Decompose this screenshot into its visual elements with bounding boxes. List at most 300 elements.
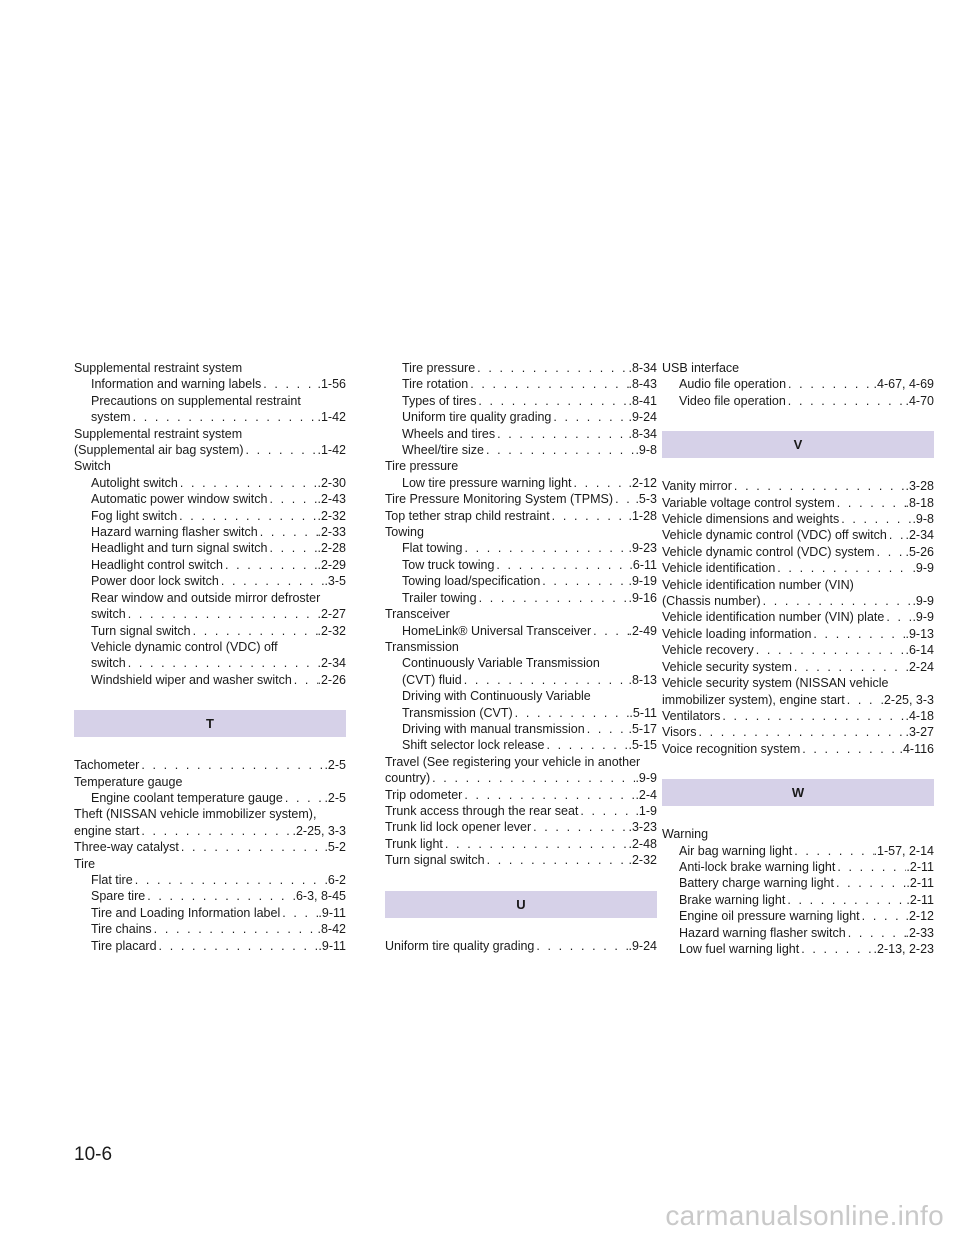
- dot-leader: [443, 836, 629, 852]
- entry-text: Trailer towing: [402, 590, 477, 605]
- dot-leader: [178, 475, 318, 491]
- entry-text: Towing load/specification: [402, 574, 541, 589]
- index-entry: [74, 426, 346, 442]
- dot-leader: [139, 823, 292, 839]
- entry-text: immobilizer system), engine start: [662, 692, 845, 707]
- dot-leader: [578, 803, 635, 819]
- dot-leader: [268, 540, 318, 556]
- index-entry: [74, 856, 346, 872]
- dot-leader: [792, 843, 873, 859]
- index-entry: [385, 819, 657, 835]
- entry-page-ref: .2-11: [906, 876, 934, 891]
- dot-leader: [145, 888, 292, 904]
- dot-leader: [534, 938, 628, 954]
- entry-text: Battery charge warning light: [679, 876, 834, 891]
- dot-leader: [884, 609, 912, 625]
- index-entry: [385, 573, 657, 589]
- entry-text: switch: [91, 607, 126, 622]
- entry-page-ref: .6-3, 8-45: [292, 889, 346, 904]
- entry-page-ref: .2-34: [905, 528, 934, 543]
- entry-text: Uniform tire quality grading: [402, 410, 552, 425]
- entry-text: Air bag warning light: [679, 843, 793, 858]
- entry-page-ref: .8-34: [628, 361, 657, 375]
- entry-text: Warning: [662, 827, 709, 842]
- entry-page-ref: .5-26: [905, 544, 934, 559]
- entry-page-ref: .9-11: [318, 905, 346, 920]
- entry-page-ref: .9-13: [905, 626, 934, 641]
- entry-text: Tire pressure: [385, 459, 459, 474]
- entry-text: Trunk lid lock opener lever: [385, 820, 532, 835]
- entry-text: Vehicle identification number (VIN) plate: [662, 610, 885, 625]
- index-entry: [385, 672, 657, 688]
- dot-leader: [811, 626, 905, 642]
- entry-page-ref: .1-9: [635, 803, 657, 818]
- index-entry: [74, 823, 346, 839]
- index-entry: [74, 655, 346, 671]
- entry-text: Three-way catalyst: [74, 840, 179, 855]
- entry-text: Headlight control switch: [91, 557, 224, 572]
- entry-text: system: [91, 410, 131, 425]
- entry-page-ref: .4-70: [905, 393, 934, 408]
- dot-leader: [126, 606, 318, 622]
- dot-leader: [799, 941, 873, 957]
- entry-page-ref: .2-48: [628, 836, 657, 851]
- dot-leader: [846, 925, 906, 941]
- index-entry: [74, 475, 346, 491]
- entry-page-ref: .9-24: [628, 410, 657, 425]
- index-entry: [385, 606, 657, 622]
- entry-text: Travel (See registering your vehicle in another: [385, 754, 641, 769]
- entry-page-ref: .9-8: [912, 512, 934, 527]
- index-entry: [662, 692, 934, 708]
- entry-page-ref: .8-41: [628, 393, 657, 408]
- entry-text: Turn signal switch: [91, 623, 191, 638]
- index-entry: [74, 938, 346, 954]
- entry-text: Driving with Continuously Variable: [402, 689, 591, 704]
- dot-leader: [613, 491, 635, 507]
- index-entry: [385, 787, 657, 803]
- entry-page-ref: .5-17: [628, 721, 657, 736]
- dot-leader: [887, 527, 906, 543]
- dot-leader: [462, 672, 629, 688]
- index-entry: [385, 852, 657, 868]
- index-entry: [385, 770, 657, 786]
- entry-page-ref: .4-67, 4-69: [873, 377, 934, 392]
- entry-text: Vanity mirror: [662, 479, 732, 494]
- entry-text: Vehicle recovery: [662, 643, 754, 658]
- dot-leader: [258, 524, 318, 540]
- index-entry: [385, 491, 657, 507]
- dot-leader: [126, 655, 318, 671]
- dot-leader: [775, 560, 912, 576]
- entry-page-ref: .6-11: [629, 557, 657, 572]
- index-entry: [662, 843, 934, 859]
- dot-leader: [720, 708, 905, 724]
- page-number: 10-6: [74, 1144, 113, 1165]
- entry-page-ref: .3-23: [628, 820, 657, 835]
- dot-leader: [244, 442, 318, 458]
- entry-page-ref: .2-33: [905, 925, 934, 940]
- entry-page-ref: .9-24: [628, 938, 657, 953]
- entry-page-ref: .2-33: [317, 525, 346, 540]
- dot-leader: [792, 659, 906, 675]
- entry-page-ref: .2-32: [317, 623, 346, 638]
- dot-leader: [732, 478, 906, 494]
- index-entry: [74, 872, 346, 888]
- dot-leader: [280, 905, 318, 921]
- dot-leader: [551, 409, 628, 425]
- entry-page-ref: .2-11: [906, 892, 934, 907]
- entry-text: Flat towing: [402, 541, 463, 556]
- entry-page-ref: .2-24: [905, 659, 934, 674]
- entry-page-ref: .1-42: [317, 443, 346, 458]
- index-entry: [385, 376, 657, 392]
- index-entry: [385, 688, 657, 704]
- section-header-w: W: [662, 779, 934, 806]
- dot-leader: [786, 376, 874, 392]
- entry-text: Temperature gauge: [74, 774, 183, 789]
- index-entry: [662, 593, 934, 609]
- index-entry: [662, 527, 934, 543]
- entry-page-ref: .9-19: [628, 574, 657, 589]
- entry-page-ref: .1-42: [317, 410, 346, 425]
- entry-page-ref: .2-5: [324, 758, 346, 773]
- entry-page-ref: .8-42: [317, 922, 346, 937]
- dot-leader: [157, 938, 319, 954]
- entry-page-ref: .2-28: [317, 541, 346, 556]
- index-entry: [74, 921, 346, 937]
- entry-text: Hazard warning flasher switch: [91, 525, 258, 540]
- entry-text: Vehicle dynamic control (VDC) system: [662, 544, 875, 559]
- dot-leader: [785, 892, 906, 908]
- index-entry: [74, 806, 346, 822]
- dot-leader: [485, 852, 629, 868]
- entry-text: Top tether strap child restraint: [385, 508, 550, 523]
- index-entry: [385, 458, 657, 474]
- index-entry: [662, 560, 934, 576]
- entry-text: Driving with manual transmission: [402, 721, 585, 736]
- dot-leader: [476, 393, 628, 409]
- entry-page-ref: .2-49: [628, 623, 657, 638]
- entry-text: Vehicle identification: [662, 561, 776, 576]
- entry-text: Rear window and outside mirror defroster: [91, 590, 321, 605]
- dot-leader: [540, 573, 628, 589]
- index-entry: [74, 606, 346, 622]
- entry-text: Supplemental restraint system: [74, 361, 243, 375]
- entry-page-ref: .8-34: [628, 426, 657, 441]
- index-entry: [385, 836, 657, 852]
- entry-text: Vehicle dynamic control (VDC) off switch: [662, 528, 887, 543]
- index-entry: [74, 839, 346, 855]
- entry-text: Voice recognition system: [662, 741, 801, 756]
- index-entry: [385, 623, 657, 639]
- entry-text: engine start: [74, 823, 140, 838]
- section-header-t: T: [74, 710, 346, 737]
- index-entry: [385, 737, 657, 753]
- index-entry: [662, 478, 934, 494]
- entry-text: switch: [91, 656, 126, 671]
- entry-text: Vehicle loading information: [662, 626, 812, 641]
- dot-leader: [477, 590, 629, 606]
- index-entry: [385, 557, 657, 573]
- entry-page-ref: .3-28: [905, 479, 934, 494]
- dot-leader: [800, 741, 899, 757]
- entry-text: Vehicle dimensions and weights: [662, 512, 840, 527]
- entry-text: Vehicle security system (NISSAN vehicle: [662, 676, 889, 691]
- entry-page-ref: .4-116: [899, 741, 934, 756]
- entry-page-ref: .9-23: [628, 541, 657, 556]
- dot-leader: [177, 508, 317, 524]
- index-entry: [662, 892, 934, 908]
- dot-leader: [223, 557, 317, 573]
- entry-page-ref: .9-9: [912, 610, 934, 625]
- index-entry: [74, 639, 346, 655]
- index-entry: [662, 495, 934, 511]
- entry-page-ref: .9-16: [628, 590, 657, 605]
- dot-leader: [462, 787, 635, 803]
- entry-page-ref: .2-25, 3-3: [880, 692, 934, 707]
- entry-text: Transmission (CVT): [402, 705, 513, 720]
- dot-leader: [786, 393, 906, 409]
- entry-text: Fog light switch: [91, 508, 178, 523]
- index-entry: [662, 708, 934, 724]
- entry-page-ref: .5-15: [628, 738, 657, 753]
- index-entry: [74, 774, 346, 790]
- entry-page-ref: .2-11: [906, 859, 934, 874]
- entry-text: Flat tire: [91, 872, 133, 887]
- dot-leader: [219, 573, 325, 589]
- entry-page-ref: .2-29: [317, 557, 346, 572]
- watermark: carmanualsonline.info: [665, 1200, 944, 1231]
- entry-page-ref: .3-27: [905, 725, 934, 740]
- index-entry: [662, 941, 934, 957]
- index-entry: [74, 590, 346, 606]
- entry-text: Headlight and turn signal switch: [91, 541, 268, 556]
- entry-text: Trunk access through the rear seat: [385, 803, 579, 818]
- entry-text: Continuously Variable Transmission: [402, 656, 600, 671]
- entry-page-ref: .1-28: [628, 508, 657, 523]
- entry-text: Anti-lock brake warning light: [679, 859, 836, 874]
- index-entry: [74, 623, 346, 639]
- index-entry: [662, 511, 934, 527]
- index-entry: [74, 376, 346, 392]
- entry-page-ref: .9-9: [635, 771, 657, 786]
- index-entry: [385, 540, 657, 556]
- dot-leader: [834, 875, 906, 891]
- entry-page-ref: .2-32: [317, 508, 346, 523]
- dot-leader: [430, 770, 635, 786]
- index-entry: [385, 524, 657, 540]
- dot-leader: [839, 511, 912, 527]
- entry-text: Vehicle identification number (VIN): [662, 577, 854, 592]
- dot-leader: [761, 593, 913, 609]
- entry-page-ref: .1-56: [317, 377, 346, 392]
- entry-text: Switch: [74, 459, 111, 474]
- dot-leader: [283, 790, 325, 806]
- index-entry: [662, 360, 934, 376]
- index-entry: [662, 826, 934, 842]
- index-entry: [385, 655, 657, 671]
- index-entry: [385, 721, 657, 737]
- index-entry: [662, 675, 934, 691]
- index-entry: [385, 409, 657, 425]
- dot-leader: [531, 819, 628, 835]
- dot-leader: [152, 921, 318, 937]
- entry-page-ref: .9-11: [318, 938, 346, 953]
- entry-text: Tire placard: [91, 938, 157, 953]
- index-entry: [74, 360, 346, 376]
- entry-text: Theft (NISSAN vehicle immobilizer system),: [74, 807, 317, 822]
- entry-text: Transceiver: [385, 607, 450, 622]
- index-entry: [74, 557, 346, 573]
- section-header-v: V: [662, 431, 934, 458]
- entry-text: Hazard warning flasher switch: [679, 925, 846, 940]
- dot-leader: [179, 839, 325, 855]
- index-entry: [74, 905, 346, 921]
- index-entry: [385, 938, 657, 954]
- entry-text: Power door lock switch: [91, 574, 219, 589]
- entry-page-ref: .5-2: [324, 840, 346, 855]
- entry-text: Tire: [74, 856, 96, 871]
- index-entry: [74, 790, 346, 806]
- entry-text: Precautions on supplemental restraint: [91, 393, 301, 408]
- entry-text: Towing: [385, 525, 424, 540]
- entry-text: Supplemental restraint system: [74, 426, 243, 441]
- entry-text: Tire rotation: [402, 377, 469, 392]
- entry-page-ref: .4-18: [905, 708, 934, 723]
- index-entry: [385, 705, 657, 721]
- index-entry: [662, 741, 934, 757]
- entry-text: Uniform tire quality grading: [385, 938, 535, 953]
- entry-page-ref: .6-14: [905, 643, 934, 658]
- entry-text: Engine oil pressure warning light: [679, 909, 860, 924]
- entry-text: Engine coolant temperature gauge: [91, 790, 283, 805]
- section-header-u: U: [385, 891, 657, 918]
- dot-leader: [139, 757, 324, 773]
- index-entry: [662, 626, 934, 642]
- index-entry: [662, 925, 934, 941]
- entry-text: USB interface: [662, 361, 740, 375]
- entry-text: Tire chains: [91, 922, 152, 937]
- entry-page-ref: .2-13, 2-23: [873, 941, 934, 956]
- dot-leader: [845, 692, 881, 708]
- dot-leader: [860, 908, 906, 924]
- entry-page-ref: .2-26: [317, 672, 346, 687]
- index-entry: [662, 609, 934, 625]
- entry-text: Audio file operation: [679, 377, 787, 392]
- index-entry: [385, 360, 657, 376]
- index-entry: [74, 458, 346, 474]
- entry-text: Transmission: [385, 639, 459, 654]
- index-entry: [662, 875, 934, 891]
- index-entry: [662, 859, 934, 875]
- dot-leader: [591, 623, 628, 639]
- index-entry: [385, 754, 657, 770]
- entry-page-ref: .5-11: [629, 705, 657, 720]
- index-entry: [662, 577, 934, 593]
- dot-leader: [835, 859, 906, 875]
- index-entry: [74, 409, 346, 425]
- index-entry: [662, 724, 934, 740]
- index-entry: [74, 524, 346, 540]
- index-entry: [385, 639, 657, 655]
- index-entry: [385, 508, 657, 524]
- dot-leader: [835, 495, 906, 511]
- entry-page-ref: .9-9: [912, 561, 934, 576]
- entry-text: Wheels and tires: [402, 426, 496, 441]
- index-entry: [74, 672, 346, 688]
- entry-text: Variable voltage control system: [662, 495, 835, 510]
- entry-text: Ventilators: [662, 708, 721, 723]
- entry-text: Tachometer: [74, 758, 140, 773]
- dot-leader: [484, 442, 635, 458]
- entry-page-ref: .2-25, 3-3: [292, 823, 346, 838]
- index-entry: [74, 540, 346, 556]
- index-entry: [385, 803, 657, 819]
- entry-text: Spare tire: [91, 889, 146, 904]
- entry-text: Automatic power window switch: [91, 492, 268, 507]
- dot-leader: [513, 705, 630, 721]
- dot-leader: [468, 376, 628, 392]
- entry-page-ref: .2-12: [628, 475, 657, 490]
- dot-leader: [292, 672, 318, 688]
- index-column-1: [74, 360, 346, 954]
- index-entry: [74, 508, 346, 524]
- entry-text: Tire Pressure Monitoring System (TPMS): [385, 492, 614, 507]
- entry-page-ref: .2-30: [317, 475, 346, 490]
- dot-leader: [585, 721, 629, 737]
- entry-text: Vehicle security system: [662, 659, 792, 674]
- index-entry: [385, 590, 657, 606]
- dot-leader: [550, 508, 629, 524]
- entry-page-ref: .2-32: [628, 853, 657, 868]
- entry-page-ref: .5-3: [635, 492, 657, 507]
- index-entry: [385, 475, 657, 491]
- index-entry: [662, 376, 934, 392]
- index-entry: [662, 544, 934, 560]
- dot-leader: [475, 360, 628, 376]
- index-column-2: [385, 360, 657, 954]
- entry-text: Video file operation: [679, 393, 786, 408]
- entry-text: Low fuel warning light: [679, 941, 800, 956]
- entry-text: Types of tires: [402, 393, 477, 408]
- entry-text: Windshield wiper and washer switch: [91, 672, 292, 687]
- dot-leader: [133, 872, 325, 888]
- entry-text: Tire and Loading Information label: [91, 905, 281, 920]
- dot-leader: [572, 475, 629, 491]
- index-entry: [662, 908, 934, 924]
- entry-page-ref: .9-8: [635, 443, 657, 458]
- entry-text: Trunk light: [385, 836, 443, 851]
- entry-text: (CVT) fluid: [402, 672, 462, 687]
- entry-text: Tow truck towing: [402, 557, 495, 572]
- index-entry: [74, 442, 346, 458]
- entry-page-ref: .3-5: [324, 574, 346, 589]
- entry-text: Autolight switch: [91, 475, 178, 490]
- entry-page-ref: .8-13: [628, 672, 657, 687]
- dot-leader: [697, 724, 906, 740]
- entry-page-ref: .8-18: [905, 495, 934, 510]
- index-entry: [74, 888, 346, 904]
- dot-leader: [191, 623, 318, 639]
- entry-text: Shift selector lock release: [402, 738, 545, 753]
- entry-text: Low tire pressure warning light: [402, 475, 572, 490]
- index-column-3: [662, 360, 934, 957]
- entry-text: (Supplemental air bag system): [74, 443, 244, 458]
- entry-text: Trip odometer: [385, 787, 463, 802]
- entry-text: Brake warning light: [679, 892, 786, 907]
- dot-leader: [495, 426, 628, 442]
